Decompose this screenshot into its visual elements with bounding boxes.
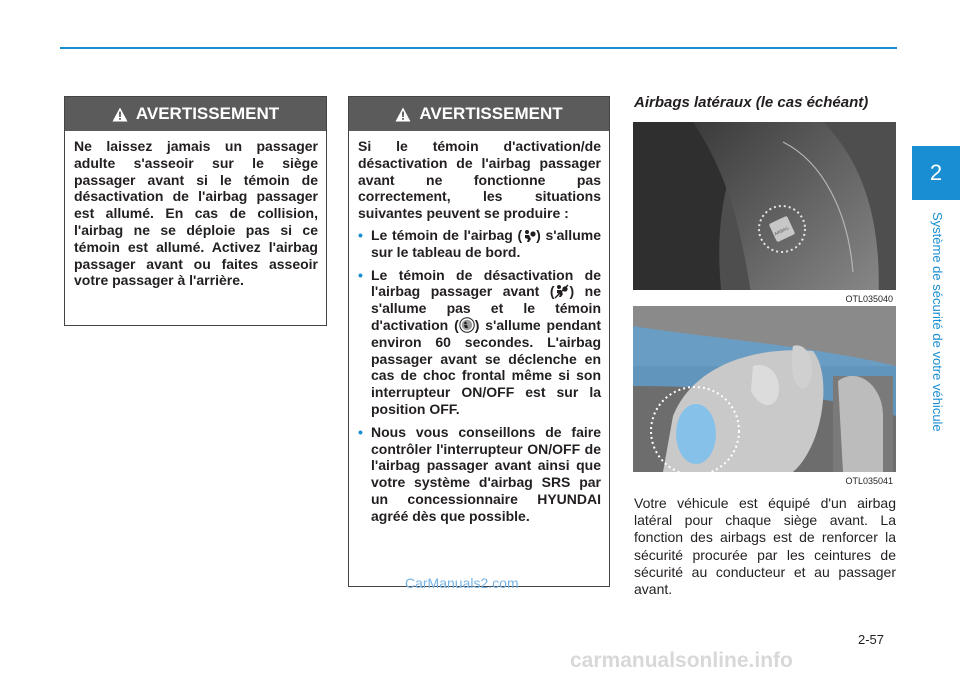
warning-triangle-icon — [395, 107, 411, 122]
warning-box-right — [348, 96, 610, 587]
figure-code: OTL035040 — [845, 294, 893, 304]
top-rule — [60, 47, 897, 49]
warning-intro: Si le témoin d'activation/de désactivation de l'airbag passager avant ne fonctionne pas correctement, les situations suivantes peuvent se produire : — [358, 138, 601, 222]
warning-title: AVERTISSEMENT — [135, 104, 280, 123]
warning-list-item: • Le témoin de l'airbag ( ) s'allume sur le tableau de bord. — [358, 226, 601, 260]
warning-header — [349, 97, 609, 131]
seat-illustration — [633, 122, 896, 306]
figure-code: OTL035041 — [845, 476, 893, 486]
airbag-warning-icon — [522, 229, 536, 243]
section-body: Votre véhicule est équipé d'un airbag latéral pour chaque siège avant. La fonction des airbags est de renforcer la sécurité procurée par les ceintures de sécurité au conducteur et au passager avant. — [634, 495, 896, 598]
warning-text: Ne laissez jamais un passager adulte s'asseoir sur le siège passager avant si le témoin de désactivation de l'airbag passager est allumé. En cas de collision, l'airbag ne se déploie pas si ce témoin est allumé. Activez l'airbag passager avant ou faites asseoir votre passager à l'arrière. — [74, 138, 318, 289]
warning-list-item: • Le témoin de désactivation de l'airbag passager avant ( ) ne s'allume pas et le témoin d'activation ( ) s'allume pendant environ 60 secondes. L'airbag passager avant se déclenche en cas de choc frontal même si son interrupteur ON/OFF est sur la position OFF. — [358, 266, 601, 417]
figure-side-airbag-deployed — [633, 306, 896, 488]
watermark-footer: carmanualsonline.info — [570, 649, 793, 672]
page-number: 2-57 — [858, 632, 885, 647]
deployment-illustration — [633, 306, 896, 488]
watermark-link[interactable]: CarManuals2.com — [405, 575, 519, 591]
warning-triangle-icon — [112, 107, 128, 122]
passenger-airbag-off-icon — [554, 284, 569, 299]
chapter-tab — [912, 146, 960, 200]
figure-side-airbag-seat — [633, 122, 896, 306]
warning-header — [65, 97, 326, 131]
section-title: Airbags latéraux (le cas échéant) — [634, 94, 869, 111]
airbag-label: AIRBAG — [773, 225, 790, 237]
chapter-title: Système de sécurité de votre véhicule — [930, 212, 945, 432]
warning-title: AVERTISSEMENT — [419, 104, 563, 123]
warning-list-item: • Nous vous conseillons de faire contrôler l'interrupteur ON/OFF de l'airbag passager avant ainsi que votre système d'airbag SRS par un concessionnaire HYUNDAI agréé dès que possible. — [358, 423, 601, 524]
warning-box-left — [64, 96, 327, 326]
passenger-airbag-on-icon — [459, 317, 475, 333]
chapter-number: 2 — [929, 160, 943, 185]
warning-list — [358, 227, 601, 525]
